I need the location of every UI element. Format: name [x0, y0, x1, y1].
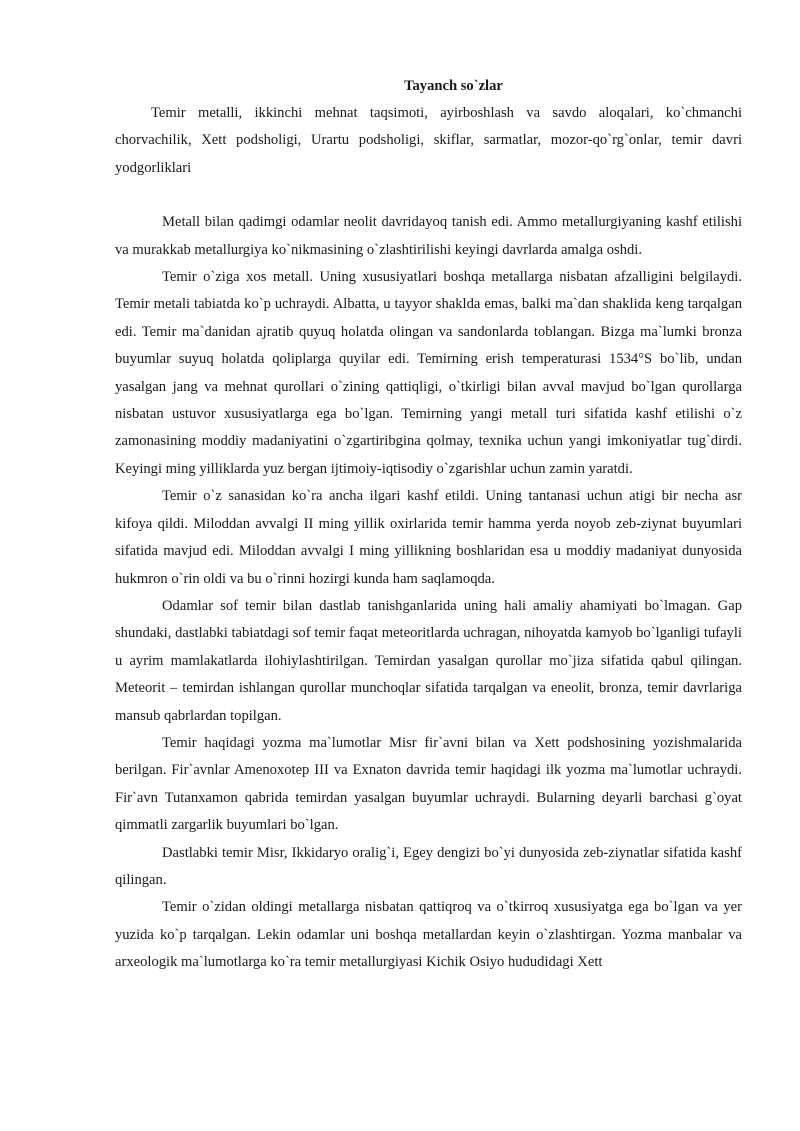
body-paragraph-5: Temir haqidagi yozma ma`lumotlar Misr fir`avni bilan va Xett podshosining yozishmalarida berilgan. Fir`avnlar Amenoxotep III va Exnaton davrida temir haqidagi ilk yozma ma`lumotlar uchraydi. Fir`avn Tutanxamon qabrida temirdan yasalgan buyumlar uchraydi. Bularning deyarli barchasi g`oyat qimmatli zargarlik buyumlari bo`lgan.	[115, 734, 742, 834]
body-paragraph-2: Temir o`ziga xos metall. Uning xususiyatlari boshqa metallarga nisbatan afzalligini belgilaydi. Temir metali tabiatda ko`p uchraydi. Albatta, u tayyor shaklda emas, balki ma`dan shaklida keng tarqalgan edi. Temir ma`danidan ajratib quyuq holatda olingan va sandonlarda toblangan. Bizga ma`lumki bronza buyumlar suyuq holatda qoliplarga quyilar edi. Temirning erish temperaturasi 1534°S bo`lib, undan yasalgan jang va mehnat qurollari o`zining qattiqligi, o`tkirligi bilan avval mavjud bo`lgan qurollarga nisbatan ustuvor xususiyatlarga ega bo`lgan. Temirning yangi metall turi sifatida kashf etilishi o`z zamonasining moddiy madaniyatini o`zgartiribgina qolmay, texnika uchun yangi imkoniyatlar tug`dirdi. Keyingi ming yilliklarda yuz bergan ijtimoiy-iqtisodiy o`zgarishlar uchun zamin yaratdi.	[115, 269, 742, 477]
body-paragraph-7: Temir o`zidan oldingi metallarga nisbatan qattiqroq va o`tkirroq xususiyatga ega bo`lgan va yer yuzida ko`p tarqalgan. Lekin odamlar uni boshqa metallardan keyin o`zlashtirgan. Yozma manbalar va arxeologik ma`lumotlarga ko`ra temir metallurgiyasi Kichik Osiyo hududidagi Xett	[115, 899, 742, 971]
keywords-paragraph: Temir metalli, ikkinchi mehnat taqsimoti, ayirboshlash va savdo aloqalari, ko`chmanchi chorvachilik, Xett podsholigi, Urartu podsholigi, skiflar, sarmatlar, mozor-qo`rg`onlar, temir davri yodgorliklari	[115, 105, 742, 176]
document-page	[115, 72, 742, 977]
body-paragraph-1: Metall bilan qadimgi odamlar neolit davridayoq tanish edi. Ammo metallurgiyaning kashf etilishi va murakkab metallurgiya ko`nikmasining o`zlashtirilishi keyingi davrlarda amalga oshdi.	[115, 214, 742, 258]
body-paragraph-3: Temir o`z sanasidan ko`ra ancha ilgari kashf etildi. Uning tantanasi uchun atigi bir necha asr kifoya qildi. Miloddan avvalgi II ming yillik oxirlarida temir hamma yerda noyob zeb-ziynat buyumlari sifatida mavjud edi. Miloddan avvalgi I ming yillikning boshlaridan esa u moddiy madaniyat dunyosida hukmron o`rin oldi va bu o`rinni hozirgi kunda ham saqlamoqda.	[115, 488, 742, 587]
body-paragraph-6: Dastlabki temir Misr, Ikkidaryo oralig`i, Egey dengizi bo`yi dunyosida zeb-ziynatlar sifatida kashf qilingan.	[115, 844, 742, 888]
body-paragraph-4: Odamlar sof temir bilan dastlab tanishganlarida uning hali amaliy ahamiyati bo`lmagan. Gap shundaki, dastlabki tabiatdagi sof temir faqat meteoritlarda uchragan, nihoyatda kamyob bo`lganligi tufayli u ayrim mamlakatlarda ilohiylashtirilgan. Temirdan yasalgan qurollar mo`jiza sifatida qabul qilingan. Meteorit – temirdan ishlangan qurollar munchoqlar sifatida tarqalgan va eneolit, bronza, temir davrlariga mansub qabrlardan topilgan.	[115, 597, 742, 724]
document-heading: Tayanch so`zlar	[404, 78, 503, 94]
